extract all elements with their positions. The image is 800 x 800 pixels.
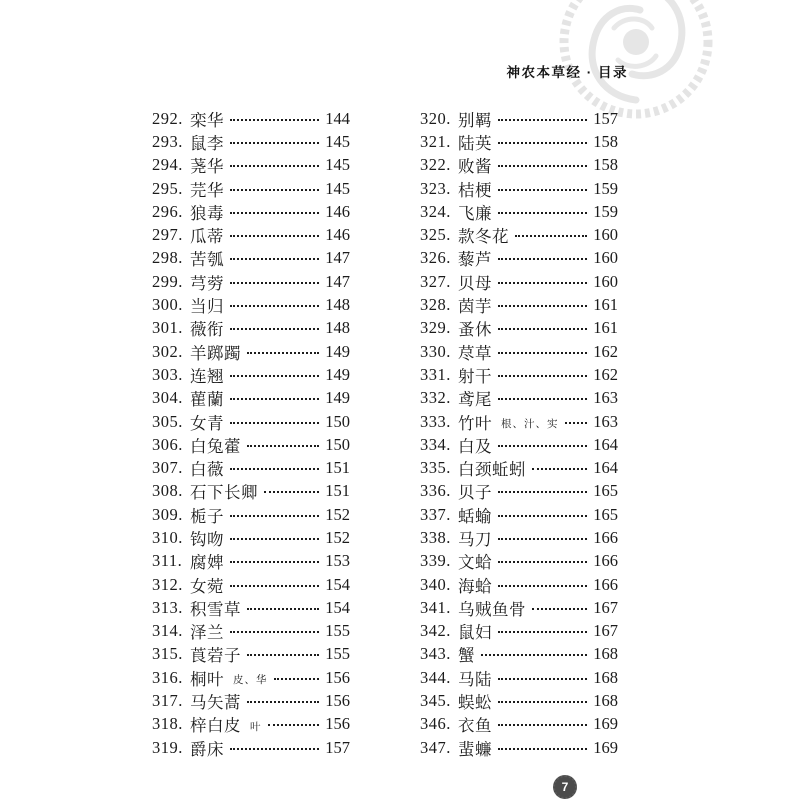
dot-leader <box>498 678 587 680</box>
dot-leader <box>247 352 319 354</box>
toc-entry <box>152 223 350 246</box>
entry-name: 乌贼鱼骨 <box>458 599 526 619</box>
entry-name: 女青 <box>190 413 224 433</box>
entry-page: 167 <box>593 597 618 617</box>
toc-entry <box>152 503 350 526</box>
entry-name: 瓜蒂 <box>190 227 224 247</box>
entry-name: 马刀 <box>458 530 492 549</box>
toc-entry <box>152 620 350 643</box>
toc-entry <box>420 456 618 479</box>
dot-leader <box>230 282 319 284</box>
entry-page: 160 <box>593 248 618 268</box>
entry-name: 积雪草 <box>190 599 241 619</box>
dot-leader <box>498 282 587 284</box>
entry-number: 294. <box>152 155 183 175</box>
dot-leader <box>230 142 319 144</box>
toc-entry <box>420 200 618 223</box>
dot-leader <box>498 398 587 400</box>
entry-number: 328. <box>420 295 451 315</box>
entry-page: 159 <box>593 201 618 221</box>
dot-leader <box>498 538 587 540</box>
entry-page: 158 <box>593 131 618 151</box>
entry-name: 海蛤 <box>458 576 492 596</box>
entry-page: 162 <box>593 341 618 361</box>
entry-number: 339. <box>420 551 451 571</box>
entry-number: 345. <box>420 691 451 711</box>
toc-entry <box>152 596 350 619</box>
entry-page: 146 <box>325 201 350 221</box>
entry-number: 311. <box>152 551 183 571</box>
entry-name: 芫华 <box>190 180 224 200</box>
entry-number: 329. <box>420 318 451 338</box>
table-of-contents <box>152 107 618 759</box>
toc-entry <box>420 177 618 200</box>
dot-leader <box>515 235 587 237</box>
toc-entry <box>420 107 618 130</box>
entry-page: 160 <box>593 271 618 291</box>
toc-entry <box>152 363 350 386</box>
dot-leader <box>230 468 319 470</box>
entry-number: 313. <box>152 597 183 617</box>
toc-entry <box>420 480 618 503</box>
entry-page: 151 <box>325 481 350 501</box>
entry-name: 茵芋 <box>458 297 492 317</box>
entry-number: 340. <box>420 574 451 594</box>
entry-name: 别羁 <box>458 110 492 130</box>
entry-name: 腐婢 <box>190 553 224 573</box>
dot-leader <box>565 422 588 424</box>
entry-name: 桐叶 <box>190 669 224 689</box>
toc-entry <box>420 270 618 293</box>
entry-name: 梓白皮 <box>190 716 241 736</box>
dot-leader <box>498 375 587 377</box>
dot-leader <box>498 515 587 517</box>
entry-number: 301. <box>152 318 183 338</box>
entry-number: 318. <box>152 714 183 734</box>
entry-number: 305. <box>152 411 183 431</box>
toc-entry <box>420 666 618 689</box>
entry-number: 342. <box>420 621 451 641</box>
entry-name: 荩草 <box>458 343 492 363</box>
entry-page: 166 <box>593 574 618 594</box>
entry-page: 162 <box>593 364 618 384</box>
entry-name: 白兔藿 <box>190 436 241 456</box>
dot-leader <box>498 445 587 447</box>
running-header-title: 神农本草经 · 目录 <box>506 65 628 80</box>
entry-page: 152 <box>325 504 350 524</box>
dot-leader <box>498 561 587 563</box>
entry-page: 165 <box>593 481 618 501</box>
entry-name: 竹叶 <box>458 413 492 433</box>
entry-page: 145 <box>325 155 350 175</box>
entry-page: 164 <box>593 458 618 478</box>
toc-entry <box>152 573 350 596</box>
entry-page: 147 <box>325 248 350 268</box>
toc-entry <box>152 643 350 666</box>
toc-column-right <box>420 107 618 759</box>
dot-leader <box>498 212 587 214</box>
toc-entry <box>420 550 618 573</box>
entry-page: 163 <box>593 388 618 408</box>
toc-entry <box>420 433 618 456</box>
entry-name: 马陆 <box>458 669 492 689</box>
dot-leader <box>498 491 587 493</box>
entry-page: 167 <box>593 621 618 641</box>
entry-number: 326. <box>420 248 451 268</box>
dot-leader <box>230 538 319 540</box>
toc-entry <box>152 689 350 712</box>
toc-entry <box>420 736 618 759</box>
entry-number: 332. <box>420 388 451 408</box>
entry-name: 当归 <box>190 297 224 317</box>
toc-entry <box>420 643 618 666</box>
entry-name: 藜芦 <box>458 250 492 270</box>
dot-leader <box>274 678 320 680</box>
entry-number: 316. <box>152 667 183 687</box>
entry-number: 333. <box>420 411 451 431</box>
dot-leader <box>498 119 587 121</box>
dot-leader <box>481 654 587 656</box>
toc-entry <box>152 713 350 736</box>
dot-leader <box>230 748 319 750</box>
entry-number: 347. <box>420 737 451 757</box>
dot-leader <box>498 724 587 726</box>
toc-entry <box>152 317 350 340</box>
toc-entry <box>420 154 618 177</box>
entry-page: 164 <box>593 434 618 454</box>
entry-page: 165 <box>593 504 618 524</box>
toc-entry <box>420 247 618 270</box>
toc-entry <box>152 456 350 479</box>
dot-leader <box>230 585 319 587</box>
entry-page: 144 <box>325 108 350 128</box>
toc-entry <box>152 247 350 270</box>
entry-name: 飞廉 <box>458 203 492 223</box>
entry-page: 168 <box>593 644 618 664</box>
entry-page: 154 <box>325 597 350 617</box>
entry-number: 304. <box>152 388 183 408</box>
toc-entry <box>152 270 350 293</box>
entry-number: 299. <box>152 271 183 291</box>
entry-page: 152 <box>325 527 350 547</box>
entry-number: 336. <box>420 481 451 501</box>
entry-name: 爵床 <box>190 739 224 759</box>
entry-page: 154 <box>325 574 350 594</box>
dot-leader <box>532 608 587 610</box>
dot-leader <box>230 212 319 214</box>
entry-number: 314. <box>152 621 183 641</box>
dot-leader <box>230 235 319 237</box>
dot-leader <box>230 189 319 191</box>
toc-entry <box>420 387 618 410</box>
entry-page: 168 <box>593 691 618 711</box>
entry-number: 317. <box>152 691 183 711</box>
entry-page: 157 <box>325 737 350 757</box>
entry-name: 鼠李 <box>190 133 224 153</box>
entry-page: 149 <box>325 341 350 361</box>
toc-entry <box>420 340 618 363</box>
entry-number: 298. <box>152 248 183 268</box>
toc-entry <box>420 317 618 340</box>
dot-leader <box>498 165 587 167</box>
toc-entry <box>152 293 350 316</box>
entry-name: 蚤休 <box>458 320 492 340</box>
entry-number: 292. <box>152 108 183 128</box>
toc-entry <box>152 387 350 410</box>
entry-number: 323. <box>420 178 451 198</box>
page-number-badge: 7 <box>553 775 577 799</box>
dot-leader <box>230 165 319 167</box>
dot-leader <box>230 328 319 330</box>
entry-page: 145 <box>325 178 350 198</box>
toc-entry <box>420 620 618 643</box>
toc-entry <box>152 154 350 177</box>
entry-number: 322. <box>420 155 451 175</box>
dot-leader <box>247 701 319 703</box>
entry-name: 桔梗 <box>458 180 492 200</box>
entry-number: 346. <box>420 714 451 734</box>
toc-column-left <box>152 107 350 759</box>
entry-name: 蜚蠊 <box>458 739 492 759</box>
entry-number: 324. <box>420 201 451 221</box>
toc-entry <box>152 130 350 153</box>
toc-entry <box>420 526 618 549</box>
entry-name: 蛞蝓 <box>458 506 492 526</box>
entry-name: 败酱 <box>458 157 492 177</box>
toc-entry <box>420 410 618 433</box>
dot-leader <box>230 375 319 377</box>
dot-leader <box>264 491 319 493</box>
entry-page: 169 <box>593 737 618 757</box>
entry-part-note: 叶 <box>250 721 262 733</box>
entry-name: 白薇 <box>190 460 224 480</box>
entry-name: 石下长卿 <box>190 483 258 503</box>
dot-leader <box>230 119 319 121</box>
entry-page: 160 <box>593 225 618 245</box>
dot-leader <box>498 305 587 307</box>
entry-page: 149 <box>325 364 350 384</box>
dot-leader <box>498 585 587 587</box>
dot-leader <box>498 328 587 330</box>
dot-leader <box>498 258 587 260</box>
toc-entry <box>420 689 618 712</box>
toc-entry <box>152 340 350 363</box>
entry-page: 158 <box>593 155 618 175</box>
entry-number: 309. <box>152 504 183 524</box>
entry-number: 320. <box>420 108 451 128</box>
entry-name: 贝子 <box>458 483 492 503</box>
toc-entry <box>152 550 350 573</box>
entry-page: 145 <box>325 131 350 151</box>
entry-page: 149 <box>325 388 350 408</box>
entry-number: 312. <box>152 574 183 594</box>
entry-number: 337. <box>420 504 451 524</box>
dot-leader <box>498 189 587 191</box>
entry-name: 鼠妇 <box>458 623 492 643</box>
entry-number: 307. <box>152 458 183 478</box>
toc-entry <box>152 200 350 223</box>
entry-name: 马矢蒿 <box>190 693 241 713</box>
entry-name: 狼毒 <box>190 203 224 223</box>
entry-number: 297. <box>152 225 183 245</box>
entry-number: 295. <box>152 178 183 198</box>
entry-name: 衣鱼 <box>458 716 492 736</box>
entry-name: 蜈蚣 <box>458 693 492 713</box>
entry-name: 文蛤 <box>458 553 492 573</box>
entry-page: 156 <box>325 714 350 734</box>
toc-entry <box>152 177 350 200</box>
entry-name: 苦瓠 <box>190 250 224 270</box>
entry-name: 陆英 <box>458 133 492 153</box>
entry-page: 153 <box>325 551 350 571</box>
dot-leader <box>498 142 587 144</box>
entry-page: 155 <box>325 644 350 664</box>
entry-number: 343. <box>420 644 451 664</box>
entry-name: 薇衔 <box>190 320 224 340</box>
dot-leader <box>247 654 319 656</box>
toc-entry <box>152 526 350 549</box>
entry-number: 327. <box>420 271 451 291</box>
entry-number: 296. <box>152 201 183 221</box>
entry-page: 168 <box>593 667 618 687</box>
dot-leader <box>230 561 319 563</box>
entry-name: 羊踯躅 <box>190 343 241 363</box>
toc-entry <box>420 293 618 316</box>
dot-leader <box>247 445 319 447</box>
toc-entry <box>152 480 350 503</box>
entry-page: 166 <box>593 551 618 571</box>
entry-name: 莨菪子 <box>190 646 241 666</box>
entry-number: 315. <box>152 644 183 664</box>
entry-number: 303. <box>152 364 183 384</box>
dot-leader <box>498 352 587 354</box>
entry-page: 148 <box>325 295 350 315</box>
toc-entry <box>152 410 350 433</box>
toc-entry <box>420 713 618 736</box>
dot-leader <box>247 608 319 610</box>
dot-leader <box>230 398 319 400</box>
entry-number: 308. <box>152 481 183 501</box>
entry-page: 169 <box>593 714 618 734</box>
entry-page: 151 <box>325 458 350 478</box>
entry-page: 150 <box>325 411 350 431</box>
entry-page: 156 <box>325 667 350 687</box>
entry-page: 159 <box>593 178 618 198</box>
toc-entry <box>152 736 350 759</box>
dot-leader <box>498 631 587 633</box>
entry-page: 157 <box>593 108 618 128</box>
entry-number: 330. <box>420 341 451 361</box>
entry-number: 306. <box>152 434 183 454</box>
dot-leader <box>230 258 319 260</box>
dot-leader <box>230 631 319 633</box>
entry-page: 161 <box>593 295 618 315</box>
entry-number: 334. <box>420 434 451 454</box>
entry-name: 蟹 <box>458 646 475 666</box>
entry-number: 344. <box>420 667 451 687</box>
dot-leader <box>532 468 587 470</box>
entry-page: 146 <box>325 225 350 245</box>
entry-page: 156 <box>325 691 350 711</box>
entry-page: 155 <box>325 621 350 641</box>
toc-entry <box>420 573 618 596</box>
toc-entry <box>420 363 618 386</box>
entry-page: 166 <box>593 527 618 547</box>
entry-part-note: 根、汁、实 <box>501 419 559 430</box>
toc-entry <box>420 503 618 526</box>
entry-page: 150 <box>325 434 350 454</box>
entry-number: 331. <box>420 364 451 384</box>
entry-name: 射干 <box>458 366 492 386</box>
entry-page: 148 <box>325 318 350 338</box>
entry-name: 栀子 <box>190 506 224 526</box>
entry-number: 325. <box>420 225 451 245</box>
dot-leader <box>268 724 320 726</box>
entry-name: 白颈蚯蚓 <box>458 460 526 480</box>
toc-entry <box>152 666 350 689</box>
entry-number: 335. <box>420 458 451 478</box>
entry-name: 泽兰 <box>190 623 224 643</box>
dot-leader <box>230 422 319 424</box>
entry-page: 163 <box>593 411 618 431</box>
toc-entry <box>420 130 618 153</box>
entry-name: 荛华 <box>190 157 224 177</box>
entry-name: 钩吻 <box>190 530 224 549</box>
entry-name: 贝母 <box>458 273 492 293</box>
entry-number: 310. <box>152 527 183 547</box>
entry-page: 161 <box>593 318 618 338</box>
entry-name: 连翘 <box>190 366 224 386</box>
entry-name: 女菀 <box>190 576 224 596</box>
dot-leader <box>230 515 319 517</box>
entry-name: 白及 <box>458 436 492 456</box>
entry-number: 302. <box>152 341 183 361</box>
toc-entry <box>420 223 618 246</box>
entry-number: 319. <box>152 737 183 757</box>
toc-entry <box>152 107 350 130</box>
entry-number: 338. <box>420 527 451 547</box>
entry-part-note: 皮、华 <box>233 675 268 687</box>
toc-entry <box>420 596 618 619</box>
entry-name: 芎䓖 <box>190 273 224 293</box>
entry-number: 293. <box>152 131 183 151</box>
entry-name: 雚蘭 <box>190 390 224 410</box>
entry-name: 款冬花 <box>458 227 509 247</box>
entry-number: 300. <box>152 295 183 315</box>
entry-page: 147 <box>325 271 350 291</box>
dot-leader <box>230 305 319 307</box>
dot-leader <box>498 748 587 750</box>
entry-name: 鸢尾 <box>458 390 492 410</box>
entry-number: 341. <box>420 597 451 617</box>
toc-entry <box>152 433 350 456</box>
entry-number: 321. <box>420 131 451 151</box>
entry-name: 栾华 <box>190 110 224 130</box>
dot-leader <box>498 701 587 703</box>
